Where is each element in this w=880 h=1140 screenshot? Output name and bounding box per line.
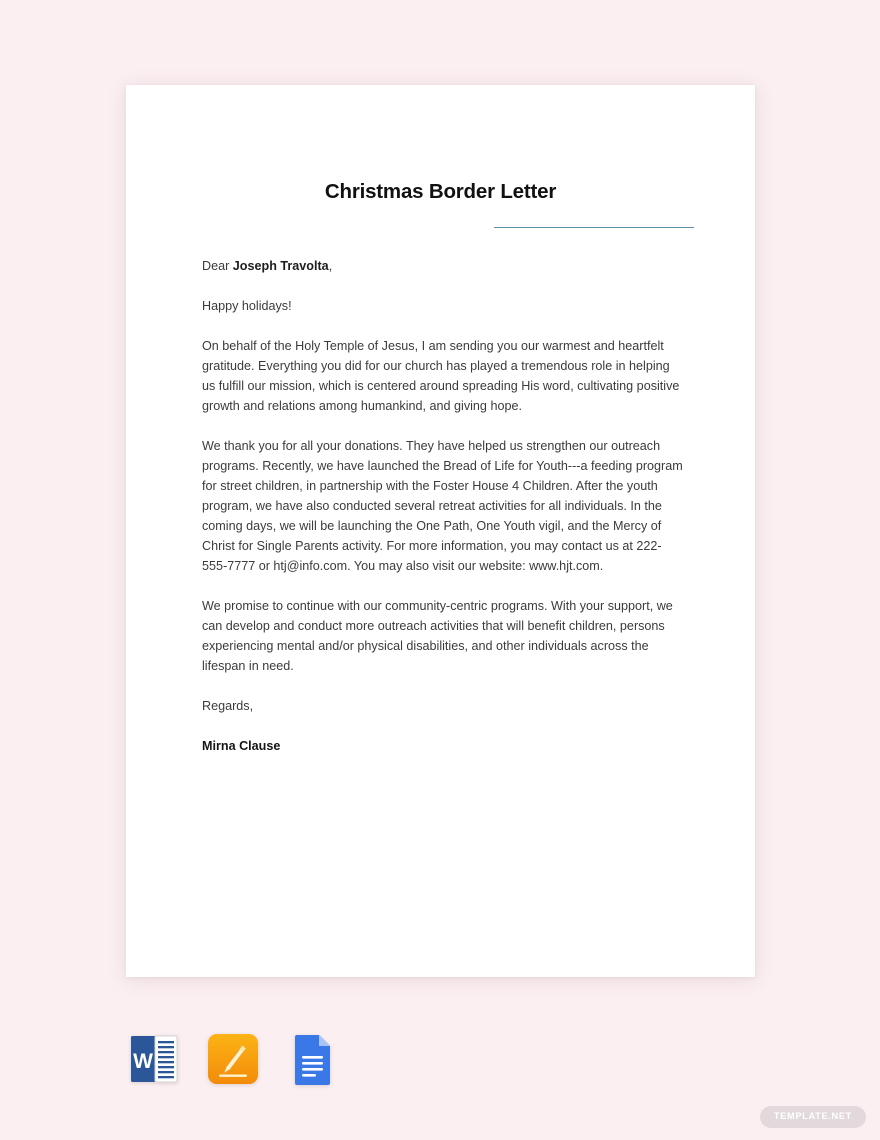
document-content-area [202, 85, 683, 977]
title-divider-rule [494, 227, 694, 228]
letter-body [202, 256, 684, 756]
apple-pages-icon[interactable] [206, 1032, 260, 1086]
ms-word-icon[interactable] [127, 1032, 181, 1086]
svg-text:W: W [133, 1050, 153, 1073]
body-paragraph-3: We promise to continue with our community-centric programs. With your support, we can develop and conduct more outreach activities that will benefit children, persons experiencing mental and/or physical disabilities, and other individuals across the lifespan in need. [202, 599, 673, 673]
download-format-list [127, 1032, 339, 1086]
body-paragraph-1: On behalf of the Holy Temple of Jesus, I am sending you our warmest and heartfelt gratitude. Everything you did for our church has played a tremendous role in helping us fulfill our mission, which is centered around spreading His word, cultivating positive growth and relations among humankind, and giving hope. [202, 339, 680, 413]
page-title: Christmas Border Letter [324, 180, 557, 203]
closing-line: Regards, [202, 699, 254, 713]
recipient-name: Joseph Travolta [232, 259, 329, 273]
template-net-watermark: TEMPLATE.NET [760, 1106, 866, 1128]
salutation-line [202, 256, 684, 276]
document-page [126, 85, 755, 977]
salutation-prefix: Dear [202, 259, 233, 273]
body-paragraph-2: We thank you for all your donations. They have helped us strengthen our outreach programs. Recently, we have launched the Bread of Life for Youth---a feeding program for street children, in partnership with the Foster House 4 Children. After the youth program, we have also conducted several retreat activities for all individuals. In the coming days, we will be launching the One Path, One Youth vigil, and the Mercy of Christ for Single Parents activity. For more information, you may contact us at 222-555-7777 or htj@info.com. You may also visit our website: www.hjt.com. [202, 439, 683, 573]
greeting-line: Happy holidays! [202, 299, 292, 313]
signature-name: Mirna Clause [202, 739, 281, 753]
salutation-suffix: , [328, 259, 333, 273]
google-docs-icon[interactable] [285, 1032, 339, 1086]
